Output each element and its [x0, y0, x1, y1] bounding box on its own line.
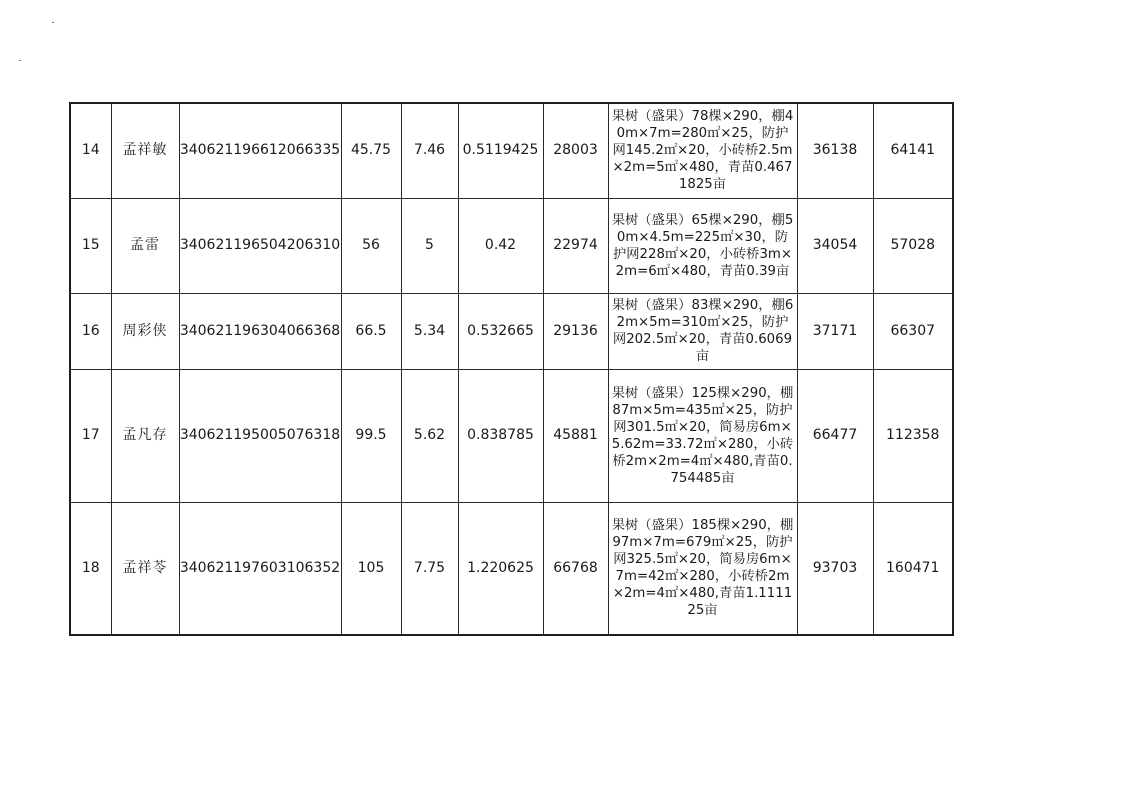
total-cell: 57028	[873, 198, 953, 293]
table-row	[70, 502, 953, 635]
scan-speck	[19, 60, 21, 61]
row-number-cell: 16	[70, 293, 111, 369]
scan-speck	[52, 22, 54, 23]
id-number-cell: 340621197603106352	[179, 502, 341, 635]
table-row	[70, 369, 953, 502]
value-cell: 22974	[543, 198, 608, 293]
description-cell: 果树（盛果）78棵×290，棚40m×7m=280㎡×25，防护网145.2㎡×20，小砖桥2.5m×2m=5㎡×480，青苗0.4671825亩	[608, 103, 797, 198]
description-cell: 果树（盛果）65棵×290，棚50m×4.5m=225㎡×30，防护网228㎡×20，小砖桥3m×2m=6㎡×480，青苗0.39亩	[608, 198, 797, 293]
value-cell: 66477	[797, 369, 873, 502]
value-cell: 7.46	[401, 103, 458, 198]
value-cell: 37171	[797, 293, 873, 369]
value-cell: 56	[341, 198, 401, 293]
total-cell: 64141	[873, 103, 953, 198]
value-cell: 28003	[543, 103, 608, 198]
row-number-cell: 18	[70, 502, 111, 635]
value-cell: 99.5	[341, 369, 401, 502]
compensation-table	[69, 102, 954, 636]
row-number-cell: 15	[70, 198, 111, 293]
name-cell: 孟凡存	[111, 369, 179, 502]
value-cell: 7.75	[401, 502, 458, 635]
total-cell: 160471	[873, 502, 953, 635]
value-cell: 105	[341, 502, 401, 635]
total-cell: 112358	[873, 369, 953, 502]
table-row	[70, 103, 953, 198]
value-cell: 29136	[543, 293, 608, 369]
value-cell: 45881	[543, 369, 608, 502]
id-number-cell: 340621195005076318	[179, 369, 341, 502]
total-cell: 66307	[873, 293, 953, 369]
name-cell: 孟雷	[111, 198, 179, 293]
table-row	[70, 293, 953, 369]
value-cell: 0.532665	[458, 293, 543, 369]
name-cell: 孟祥苓	[111, 502, 179, 635]
value-cell: 66768	[543, 502, 608, 635]
id-number-cell: 340621196612066335	[179, 103, 341, 198]
id-number-cell: 340621196304066368	[179, 293, 341, 369]
value-cell: 5.62	[401, 369, 458, 502]
value-cell: 0.5119425	[458, 103, 543, 198]
row-number-cell: 14	[70, 103, 111, 198]
name-cell: 孟祥敏	[111, 103, 179, 198]
id-number-cell: 340621196504206310	[179, 198, 341, 293]
value-cell: 1.220625	[458, 502, 543, 635]
value-cell: 0.42	[458, 198, 543, 293]
value-cell: 0.838785	[458, 369, 543, 502]
table-row	[70, 198, 953, 293]
value-cell: 5	[401, 198, 458, 293]
description-cell: 果树（盛果）125棵×290，棚87m×5m=435㎡×25，防护网301.5㎡×20，简易房6m×5.62m=33.72㎡×280，小砖桥2m×2m=4㎡×480,青苗0.754485亩	[608, 369, 797, 502]
description-cell: 果树（盛果）83棵×290，棚62m×5m=310㎡×25，防护网202.5㎡×20，青苗0.6069亩	[608, 293, 797, 369]
value-cell: 93703	[797, 502, 873, 635]
value-cell: 5.34	[401, 293, 458, 369]
description-cell: 果树（盛果）185棵×290，棚97m×7m=679㎡×25，防护网325.5㎡×20，简易房6m×7m=42㎡×280，小砖桥2m×2m=4㎡×480,青苗1.111125亩	[608, 502, 797, 635]
value-cell: 36138	[797, 103, 873, 198]
value-cell: 34054	[797, 198, 873, 293]
row-number-cell: 17	[70, 369, 111, 502]
name-cell: 周彩侠	[111, 293, 179, 369]
value-cell: 45.75	[341, 103, 401, 198]
value-cell: 66.5	[341, 293, 401, 369]
